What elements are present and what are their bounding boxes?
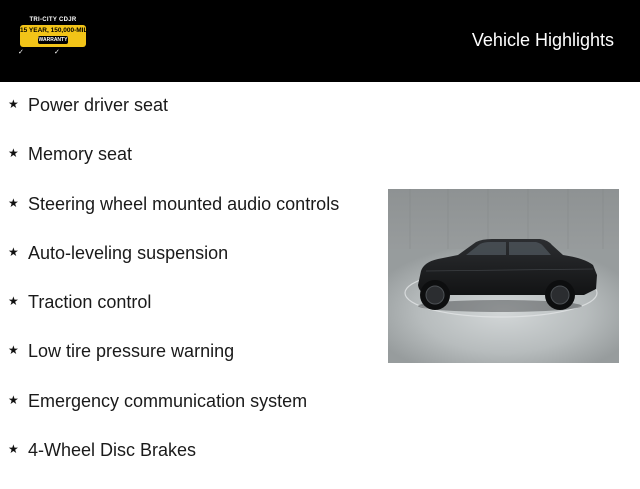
vehicle-photo xyxy=(388,189,619,363)
header-bar xyxy=(0,0,640,82)
highlight-label: Memory seat xyxy=(28,144,133,165)
page-title: Vehicle Highlights xyxy=(471,30,614,50)
star-icon: ★ xyxy=(8,343,19,358)
highlight-label: Auto-leveling suspension xyxy=(28,242,229,263)
list-item xyxy=(8,243,339,292)
rear-rim xyxy=(551,286,569,304)
logo-warranty-label: WARRANTY xyxy=(38,37,68,43)
check-icon: ✓ xyxy=(54,49,60,56)
star-icon: ★ xyxy=(8,244,19,259)
list-item xyxy=(8,95,339,144)
star-icon: ★ xyxy=(8,195,19,210)
star-icon: ★ xyxy=(8,392,19,407)
front-rim xyxy=(426,286,444,304)
logo-dealer-name: TRI-CITY CDJR xyxy=(29,17,77,23)
highlight-label: Emergency communication system xyxy=(28,390,308,411)
warranty-logo xyxy=(18,17,92,56)
star-icon: ★ xyxy=(8,146,19,161)
check-icon: ✓ xyxy=(18,49,24,56)
highlight-label: Low tire pressure warning xyxy=(28,341,235,362)
star-icon: ★ xyxy=(8,97,19,111)
list-item xyxy=(8,391,339,440)
list-item xyxy=(8,292,339,341)
star-icon: ★ xyxy=(8,294,19,309)
list-item xyxy=(8,194,339,243)
list-item xyxy=(8,440,339,489)
list-item xyxy=(8,144,339,193)
star-icon: ★ xyxy=(8,442,19,457)
list-item xyxy=(8,341,339,390)
logo-warranty-terms: 15 YEAR, 150,000-MILE xyxy=(20,27,92,34)
highlight-label: Traction control xyxy=(28,292,152,313)
highlight-label: Steering wheel mounted audio controls xyxy=(28,193,340,214)
highlights-list xyxy=(8,95,339,489)
highlight-label: 4-Wheel Disc Brakes xyxy=(28,440,197,461)
logo-badge xyxy=(20,25,92,47)
highlight-label: Power driver seat xyxy=(28,95,169,115)
